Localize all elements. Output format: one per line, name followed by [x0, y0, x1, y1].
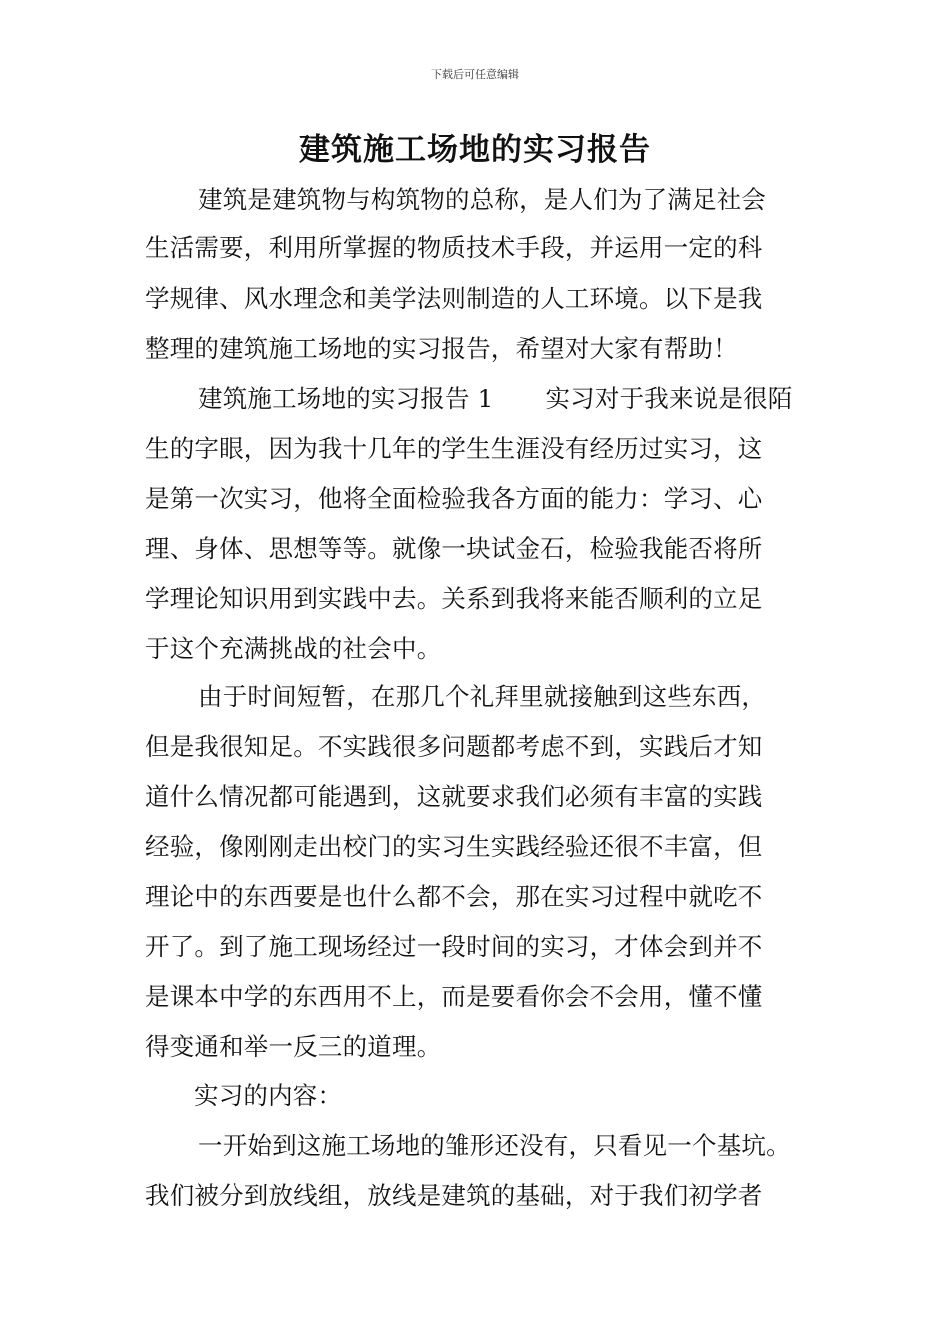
- text-line: 是第一次实习，他将全面检验我各方面的能力：学习、心: [145, 484, 763, 513]
- text-line: 学规律、风水理念和美学法则制造的人工环境。以下是我: [145, 284, 763, 313]
- text-line: 开了。到了施工现场经过一段时间的实习，才体会到并不: [145, 932, 763, 961]
- paragraph-start: 实习对于我来说是很陌: [545, 384, 793, 413]
- report-heading: 建筑施工场地的实习报告 1: [198, 384, 494, 413]
- text-line: 学理论知识用到实践中去。关系到我将来能否顺利的立足: [145, 584, 763, 613]
- text-line: 理论中的东西要是也什么都不会，那在实习过程中就吃不: [145, 882, 763, 911]
- text-line: 理、身体、思想等等。就像一块试金石，检验我能否将所: [145, 534, 763, 563]
- text-line: 建筑是建筑物与构筑物的总称，是人们为了满足社会: [198, 185, 767, 214]
- text-line: 我们被分到放线组，放线是建筑的基础，对于我们初学者: [145, 1181, 763, 1210]
- text-line: 生活需要，利用所掌握的物质技术手段，并运用一定的科: [145, 233, 763, 262]
- page-title: 建筑施工场地的实习报告: [299, 132, 651, 168]
- text-line: 于这个充满挑战的社会中。: [145, 634, 442, 663]
- text-line: 但是我很知足。不实践很多问题都考虑不到，实践后才知: [145, 732, 763, 761]
- text-line: [198, 379, 792, 419]
- text-line: 道什么情况都可能遇到，这就要求我们必须有丰富的实践: [145, 782, 763, 811]
- text-line: 整理的建筑施工场地的实习报告，希望对大家有帮助！: [145, 334, 738, 363]
- text-line: 由于时间短暂，在那几个礼拜里就接触到这些东西，: [198, 682, 767, 711]
- text-line: 是课本中学的东西用不上，而是要看你会不会用，懂不懂: [145, 982, 763, 1011]
- text-line: 得变通和举一反三的道理。: [145, 1032, 442, 1061]
- text-line: 一开始到这施工场地的雏形还没有，只看见一个基坑。: [198, 1131, 791, 1160]
- text-line: 生的字眼，因为我十几年的学生生涯没有经历过实习，这: [145, 434, 763, 463]
- header-note: 下载后可任意编辑: [431, 68, 519, 81]
- text-line: 实习的内容：: [194, 1081, 343, 1110]
- text-line: 经验，像刚刚走出校门的实习生实践经验还很不丰富，但: [145, 832, 763, 861]
